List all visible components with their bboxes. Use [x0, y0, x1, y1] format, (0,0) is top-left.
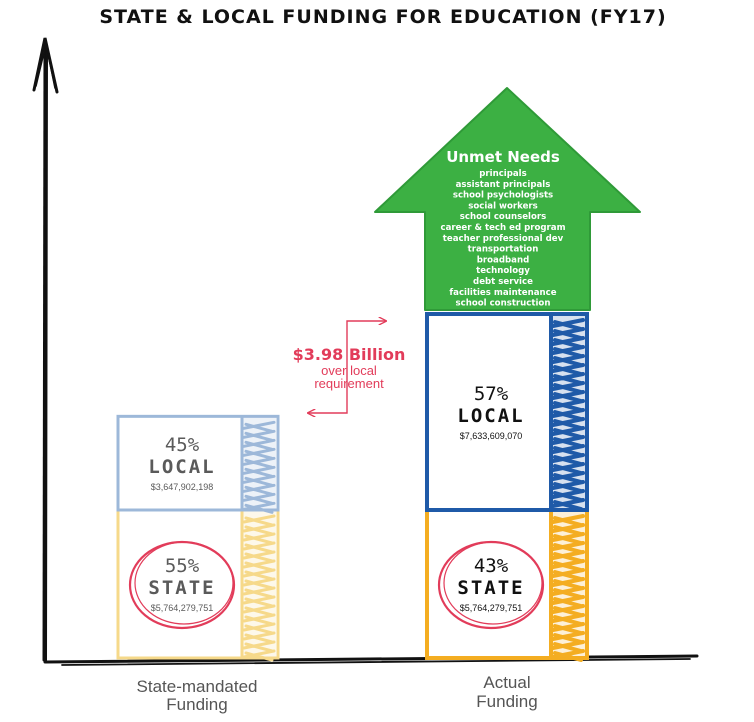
- unmet-need-item: school psychologists: [452, 190, 554, 201]
- series-label: STATE: [457, 577, 525, 599]
- amount-label: $3,647,902,198: [150, 482, 214, 493]
- unmet-need-item: broadband: [476, 255, 530, 266]
- difference-amount: $3.98 Billion: [292, 345, 406, 364]
- category-label-line: Actual: [483, 673, 531, 692]
- percent-label: 57%: [473, 383, 509, 406]
- difference-annotation: [293, 321, 406, 413]
- category-labels: [137, 673, 538, 714]
- series-label: STATE: [148, 577, 216, 599]
- unmet-need-item: teacher professional dev: [442, 233, 564, 244]
- percent-label: 45%: [164, 434, 200, 457]
- amount-label: $5,764,279,751: [459, 603, 523, 613]
- difference-label-line: over local: [321, 363, 377, 378]
- series-label: LOCAL: [148, 456, 216, 479]
- percent-label: 43%: [473, 555, 509, 577]
- unmet-need-item: technology: [476, 266, 530, 277]
- amount-label: $7,633,609,070: [459, 431, 523, 442]
- series-label: LOCAL: [457, 405, 525, 428]
- category-label-line: Funding: [166, 695, 228, 714]
- unmet-needs-list: [440, 169, 565, 309]
- percent-label: 55%: [164, 555, 200, 577]
- unmet-need-item: transportation: [467, 244, 539, 255]
- category-label-line: Funding: [476, 692, 538, 711]
- unmet-need-item: social workers: [468, 201, 538, 212]
- y-axis: [34, 38, 57, 662]
- unmet-need-item: facilities maintenance: [449, 287, 557, 298]
- chart-title: STATE & LOCAL FUNDING FOR EDUCATION (FY17): [99, 6, 667, 28]
- unmet-need-item: principals: [479, 169, 527, 179]
- unmet-need-item: school counselors: [459, 212, 547, 223]
- category-label-line: State-mandated: [136, 677, 258, 696]
- unmet-needs-arrow: [375, 88, 640, 310]
- unmet-need-item: career & tech ed program: [440, 223, 566, 233]
- unmet-need-item: school construction: [455, 298, 551, 309]
- unmet-need-item: debt service: [473, 277, 533, 287]
- amount-label: $5,764,279,751: [150, 603, 214, 613]
- unmet-needs-title: Unmet Needs: [446, 148, 560, 166]
- unmet-need-item: assistant principals: [455, 179, 551, 190]
- difference-label-line: requirement: [314, 376, 384, 391]
